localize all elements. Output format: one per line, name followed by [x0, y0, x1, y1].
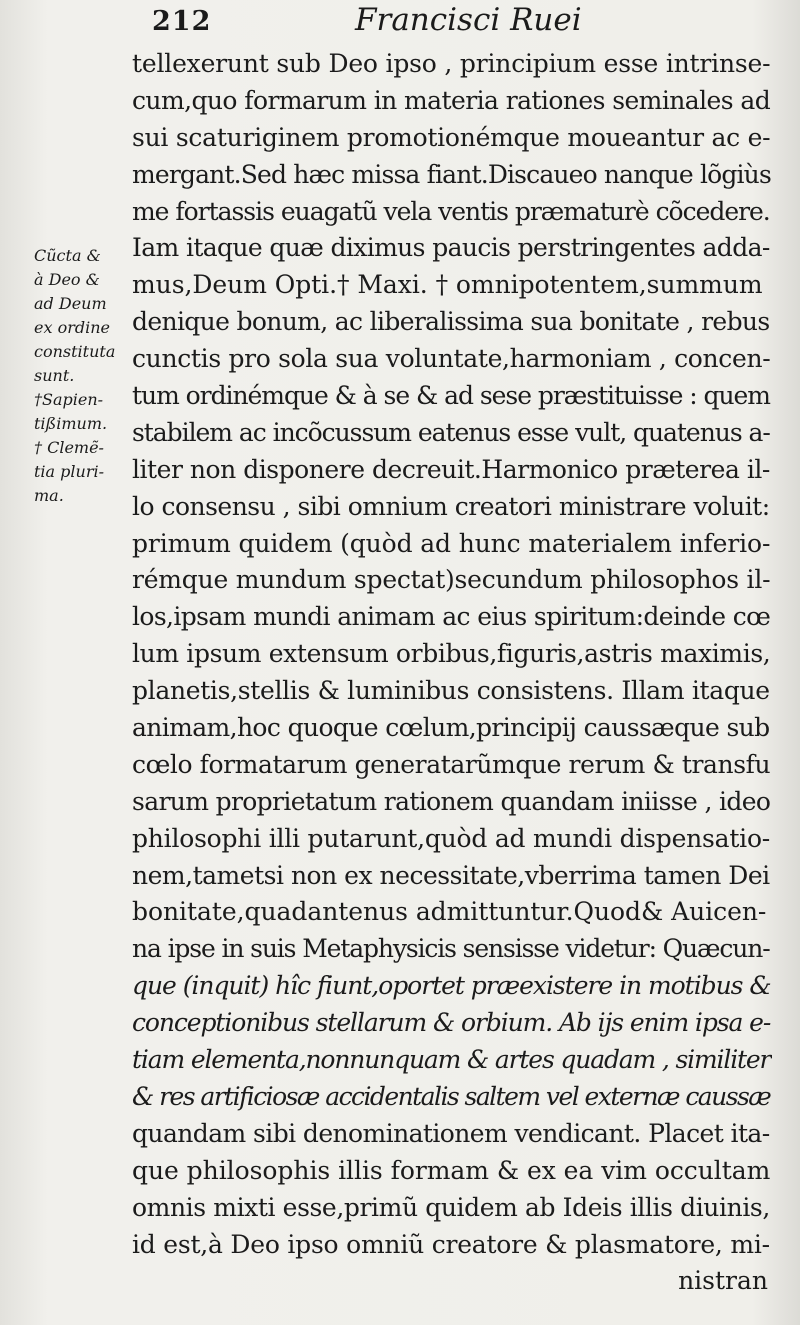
text-line: & res artificiosæ accidentalis saltem vel externæ caussæ: [132, 1081, 771, 1111]
margin-note-line: tißimum.: [34, 414, 108, 433]
text-line: sui scaturiginem promotionémque moueantur ac e-: [132, 122, 771, 152]
text-line: bonitate,quadantenus admittuntur.Quod& Auicen-: [132, 897, 767, 927]
margin-note-line: tia pluri-: [34, 462, 105, 481]
margin-note-line: †Sapien-: [34, 390, 104, 409]
margin-note-line: Cũcta &: [34, 246, 101, 265]
text-line: stabilem ac incõcussum eatenus esse vult, quatenus a-: [132, 417, 770, 447]
text-line: id est,à Deo ipso omniũ creatore & plasmatore, mi-: [132, 1229, 770, 1259]
text-line: philosophi illi putarunt,quòd ad mundi dispensatio-: [132, 823, 771, 853]
margin-note-line: constituta: [34, 342, 116, 361]
text-line: mus,Deum Opti.† Maxi. † omnipotentem,summum: [132, 270, 763, 300]
text-line: lo consensu , sibi omnium creatori ministrare voluit:: [132, 491, 770, 521]
text-line: nem,tametsi non ex necessitate,vberrima tamen Dei: [132, 860, 770, 890]
margin-note-line: ma.: [34, 486, 64, 505]
margin-note-line: ad Deum: [34, 294, 107, 313]
catchword: nistran: [678, 1266, 768, 1296]
text-line: planetis,stellis & luminibus consistens. Illam itaque: [132, 676, 770, 706]
text-line: denique bonum, ac liberalissima sua bonitate , rebus: [132, 307, 770, 337]
margin-note-line: à Deo &: [34, 270, 100, 289]
text-line: cœlo formatarum generatarũmque rerum & transfu: [132, 749, 771, 779]
text-line: cum,quo formarum in materia rationes seminales ad: [132, 85, 771, 115]
text-line: mergant.Sed hæc missa fiant.Discaueo nanque lõgiùs: [132, 159, 771, 189]
text-line: liter non disponere decreuit.Harmonico præterea il-: [132, 454, 770, 484]
text-line: los,ipsam mundi animam ac eius spiritum:deinde cœ: [132, 602, 771, 632]
text-line: tum ordinémque & à se & ad sese præstituisse : quem: [132, 381, 770, 411]
margin-note-line: sunt.: [34, 366, 75, 385]
body-text: [132, 46, 772, 1300]
page-header: [0, 0, 800, 44]
text-line: rémque mundum spectat)secundum philosophos il-: [132, 565, 771, 595]
page-number: 212: [152, 6, 212, 37]
text-line: omnis mixti esse,primũ quidem ab Ideis illis diuinis,: [132, 1192, 770, 1222]
text-line: que philosophis illis formam & ex ea vim occultam: [132, 1155, 771, 1185]
margin-note-line: ex ordine: [34, 318, 110, 337]
margin-note: [34, 244, 129, 508]
text-line: lum ipsum extensum orbibus,figuris,astris maximis,: [132, 639, 771, 669]
running-head: Francisci Ruei: [355, 2, 582, 38]
text-line: quandam sibi denominationem vendicant. Placet ita-: [132, 1118, 770, 1148]
text-line: na ipse in suis Metaphysicis sensisse videtur: Quæcun-: [132, 934, 770, 964]
text-line: primum quidem (quòd ad hunc materialem inferio-: [132, 528, 771, 558]
text-line: tellexerunt sub Deo ipso , principium esse intrinse-: [132, 49, 771, 78]
text-line: tiam elementa,nonnunquam & artes quadam , similiter: [132, 1045, 771, 1075]
text-line: me fortassis euagatũ vela ventis præmaturè cõcedere.: [132, 196, 770, 226]
text-line: que (inquit) hîc fiunt,oportet præexistere in motibus &: [132, 971, 771, 1001]
text-line: Iam itaque quæ diximus paucis perstringentes adda-: [132, 233, 770, 263]
text-line: sarum proprietatum rationem quandam iniisse , ideo: [132, 786, 771, 816]
text-line: animam,hoc quoque cœlum,principij caussæque sub: [132, 713, 770, 743]
text-line: cunctis pro sola sua voluntate,harmoniam , concen-: [132, 344, 771, 374]
margin-note-line: † Clemẽ-: [34, 438, 104, 457]
text-line: conceptionibus stellarum & orbium. Ab ijs enim ipsa e-: [132, 1008, 771, 1038]
